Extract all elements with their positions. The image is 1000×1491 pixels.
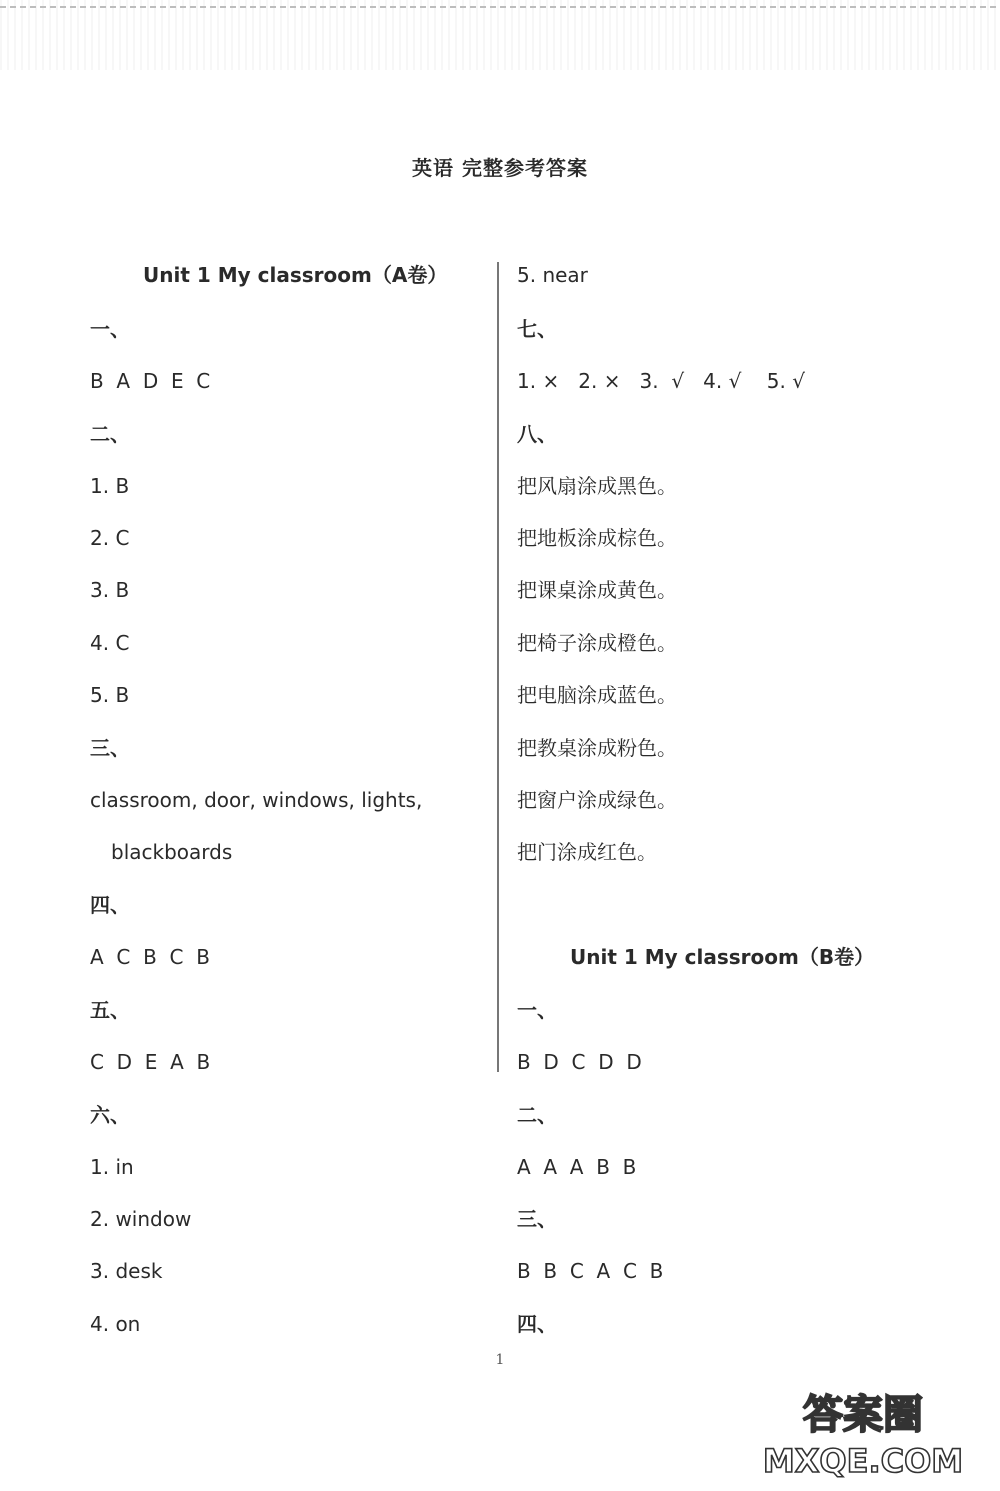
section-1-heading: 一、: [90, 317, 130, 341]
section-6-item: 1. in: [90, 1155, 134, 1179]
b-section-2-answer: A A A B B: [517, 1155, 637, 1179]
section-2-heading: 二、: [90, 422, 130, 446]
section-5-heading: 五、: [90, 998, 130, 1022]
section-4-heading: 四、: [90, 893, 130, 917]
section-4-answer: A C B C B: [90, 945, 210, 969]
section-2-item: 4. C: [90, 631, 130, 655]
section-2-item: 3. B: [90, 578, 130, 602]
page-number: 1: [495, 1352, 505, 1368]
column-divider: [497, 262, 499, 1072]
b-section-4-heading: 四、: [517, 1312, 557, 1336]
section-3-answer-line1: classroom, door, windows, lights,: [90, 788, 423, 812]
section-5-answer: C D E A B: [90, 1050, 211, 1074]
section-1-answer: B A D E C: [90, 369, 211, 393]
section-3-answer-line2: blackboards: [111, 840, 233, 864]
section-8-item: 把地板涂成棕色。: [517, 526, 677, 550]
section-8-item: 把门涂成红色。: [517, 840, 657, 864]
b-section-1-heading: 一、: [517, 998, 557, 1022]
section-6-item: 3. desk: [90, 1259, 163, 1283]
scan-noise-band: [0, 0, 1000, 70]
page-title: 英语 完整参考答案: [412, 156, 588, 180]
b-section-3-heading: 三、: [517, 1207, 557, 1231]
section-8-item: 把电脑涂成蓝色。: [517, 683, 677, 707]
top-border-line: [0, 6, 1000, 8]
section-8-item: 把教桌涂成粉色。: [517, 736, 677, 760]
section-2-item: 5. B: [90, 683, 130, 707]
b-section-3-answer: B B C A C B: [517, 1259, 664, 1283]
section-8-item: 把课桌涂成黄色。: [517, 578, 677, 602]
unit-b-title: Unit 1 My classroom（B卷）: [570, 945, 875, 969]
section-2-item: 2. C: [90, 526, 130, 550]
b-section-1-answer: B D C D D: [517, 1050, 642, 1074]
section-7-answer: 1. × 2. × 3. √ 4. √ 5. √: [517, 369, 805, 393]
section-8-item: 把风扇涂成黑色。: [517, 474, 677, 498]
watermark-logo: [748, 1386, 988, 1481]
section-3-heading: 三、: [90, 736, 130, 760]
svg-text:答案圈: 答案圈: [803, 1392, 923, 1438]
svg-text:MXQE.COM: MXQE.COM: [762, 1442, 964, 1480]
section-6-item: 2. window: [90, 1207, 192, 1231]
section-2-item: 1. B: [90, 474, 130, 498]
unit-a-title: Unit 1 My classroom（A卷）: [143, 263, 448, 287]
section-8-item: 把椅子涂成橙色。: [517, 631, 677, 655]
section-6-heading: 六、: [90, 1103, 130, 1127]
b-section-2-heading: 二、: [517, 1103, 557, 1127]
section-6-item: 4. on: [90, 1312, 141, 1336]
section-8-item: 把窗户涂成绿色。: [517, 788, 677, 812]
section-7-heading: 七、: [517, 317, 557, 341]
section-8-heading: 八、: [517, 422, 557, 446]
section-6-item-5: 5. near: [517, 263, 588, 287]
